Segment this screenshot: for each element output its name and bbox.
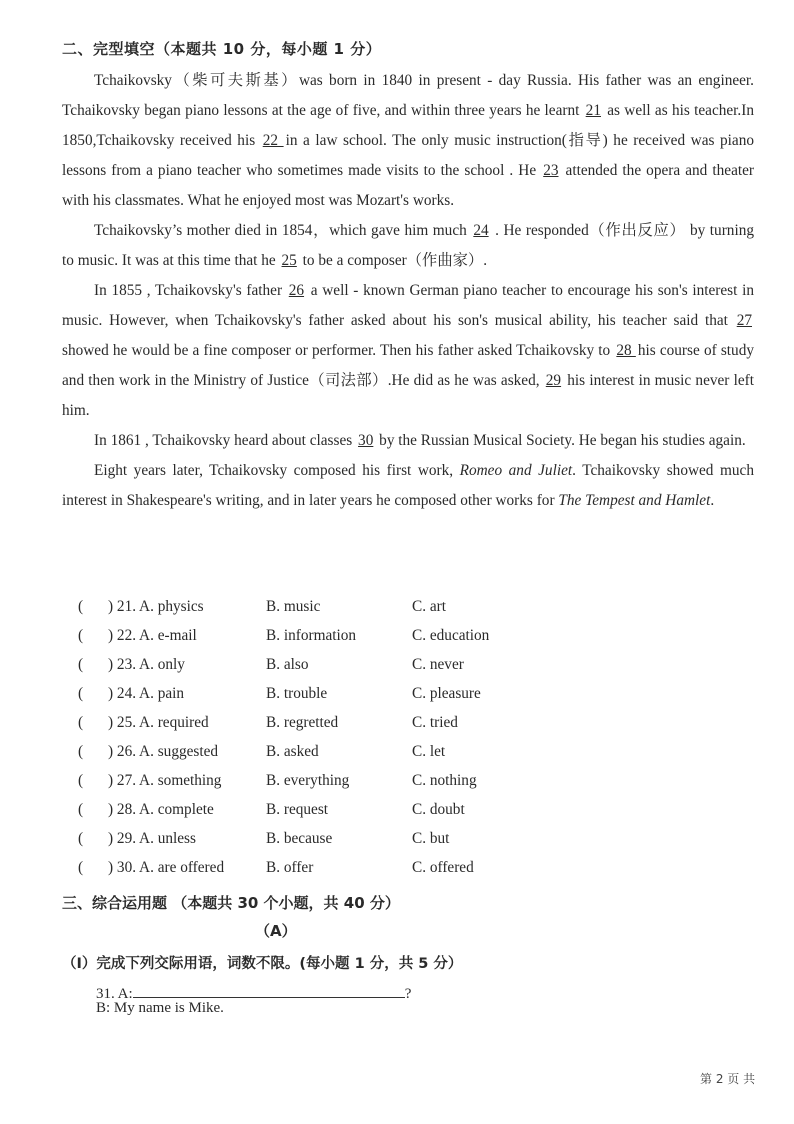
text: a well - known German piano teacher to encourage his son's interest in music. However, when Tchaikovsky's father asked about his son's musical ability, his teacher said that — [62, 282, 754, 329]
text: Tchaikovsky’s mother died in 1854，which gave him much — [94, 222, 472, 239]
option-a: ) 28. A. complete — [108, 801, 214, 818]
option-a: ) 25. A. required — [108, 714, 209, 731]
paragraph-3 — [62, 276, 754, 426]
blank-21: 21 — [585, 102, 601, 119]
option-a: ) 23. A. only — [108, 656, 185, 673]
paragraph-2 — [62, 216, 754, 276]
cloze-passage — [62, 66, 754, 516]
option-b: B. because — [266, 830, 333, 847]
text: Eight years later, Tchaikovsky composed his first work, — [94, 462, 460, 479]
answer-line[interactable] — [133, 983, 405, 998]
option-b: B. regretted — [266, 714, 339, 731]
text: his interest in music never left him. — [62, 372, 754, 419]
text: Tchaikovsky（柴可夫斯基）was born in 1840 in present - day Russia. His father was an engineer. Tchaikovsky began piano lessons at the age of five, and within three years he learnt — [62, 72, 754, 119]
question-label: 31. A: — [96, 986, 133, 1002]
answer-paren: ( — [78, 859, 84, 876]
option-row — [78, 859, 578, 888]
option-a: ) 22. A. e-mail — [108, 627, 197, 644]
option-c: C. art — [412, 598, 446, 615]
option-c: C. education — [412, 627, 490, 644]
answer-paren: ( — [78, 627, 84, 644]
blank-22: 22 — [262, 132, 284, 149]
text: . — [710, 492, 715, 509]
subsection-a-heading: （A） — [255, 922, 297, 940]
paragraph-1 — [62, 66, 754, 216]
answer-paren: ( — [78, 685, 84, 702]
answer-paren: ( — [78, 743, 84, 760]
blank-29: 29 — [545, 372, 562, 389]
text: In 1861 , Tchaikovsky heard about classes — [94, 432, 357, 449]
paragraph-4 — [62, 426, 754, 456]
option-row — [78, 685, 578, 714]
option-row — [78, 772, 578, 801]
option-a: ) 21. A. physics — [108, 598, 204, 615]
option-c: C. offered — [412, 859, 474, 876]
section-3-heading: 三、综合运用题 （本题共 30 个小题，共 40 分） — [62, 894, 400, 912]
work-title: Romeo and Juliet — [459, 462, 573, 479]
text: to be a composer（作曲家）. — [298, 252, 488, 269]
paragraph-5 — [62, 456, 754, 516]
question-mark: ? — [404, 986, 412, 1002]
option-a: ) 24. A. pain — [108, 685, 185, 702]
text: attended the opera and theater with his classmates. What he enjoyed most was Mozart's works. — [62, 162, 754, 209]
option-c: C. tried — [412, 714, 458, 731]
part-1-instructions: （Ⅰ）完成下列交际用语，词数不限。(每小题 1 分，共 5 分） — [62, 956, 463, 972]
text: In 1855 , Tchaikovsky's father — [94, 282, 287, 299]
blank-24: 24 — [473, 222, 489, 239]
blank-28: 28 — [616, 342, 636, 359]
option-c: C. never — [412, 656, 464, 673]
blank-23: 23 — [543, 162, 559, 179]
section-heading: 二、完型填空（本题共 10 分，每小题 1 分） — [62, 40, 382, 58]
text: in a law school. The only music instruction(指导) he received was piano lessons from a piano teacher who sometimes made visits to the school . He — [62, 132, 755, 179]
option-row — [78, 830, 578, 859]
answer-options — [78, 598, 578, 888]
answer-paren: ( — [78, 656, 84, 673]
blank-25: 25 — [281, 252, 297, 269]
option-row — [78, 656, 578, 685]
option-b: B. asked — [266, 743, 319, 760]
blank-27: 27 — [736, 312, 752, 329]
option-b: B. trouble — [266, 685, 328, 702]
option-c: C. doubt — [412, 801, 465, 818]
option-row — [78, 627, 578, 656]
option-b: B. offer — [266, 859, 314, 876]
answer-paren: ( — [78, 598, 84, 615]
answer-paren: ( — [78, 772, 84, 789]
answer-paren: ( — [78, 830, 84, 847]
answer-paren: ( — [78, 801, 84, 818]
option-b: B. everything — [266, 772, 350, 789]
option-b: B. music — [266, 598, 321, 615]
work-title: The Tempest and Hamlet — [558, 492, 711, 509]
option-row — [78, 743, 578, 772]
option-b: B. information — [266, 627, 357, 644]
text: his course of study and then work in the Ministry of Justice（司法部）.He did as he was asked, — [62, 342, 754, 389]
option-row — [78, 714, 578, 743]
blank-26: 26 — [288, 282, 305, 299]
option-c: C. but — [412, 830, 450, 847]
text: . He responded（作出反应） by turning to music. It was at this time that he — [62, 222, 754, 269]
option-a: ) 27. A. something — [108, 772, 222, 789]
option-a: ) 29. A. unless — [108, 830, 196, 847]
text: . Tchaikovsky showed much interest in Shakespeare's writing, and in later years he composed other works for — [62, 462, 754, 509]
option-b: B. request — [266, 801, 329, 818]
text: as well as his teacher.In 1850,Tchaikovsky received his — [62, 102, 754, 149]
blank-30: 30 — [358, 432, 374, 449]
option-c: C. let — [412, 743, 446, 760]
option-b: B. also — [266, 656, 309, 673]
option-row — [78, 801, 578, 830]
option-c: C. pleasure — [412, 685, 481, 702]
option-a: ) 30. A. are offered — [108, 859, 225, 876]
text: by the Russian Musical Society. He began his studies again. — [375, 432, 746, 449]
option-c: C. nothing — [412, 772, 477, 789]
text: showed he would be a fine composer or performer. Then his father asked Tchaikovsky to — [62, 342, 615, 359]
page-number: 第 2 页 共 — [700, 1072, 756, 1086]
option-row — [78, 598, 578, 627]
question-31-reply: B: My name is Mike. — [96, 1000, 224, 1016]
answer-paren: ( — [78, 714, 84, 731]
option-a: ) 26. A. suggested — [108, 743, 219, 760]
